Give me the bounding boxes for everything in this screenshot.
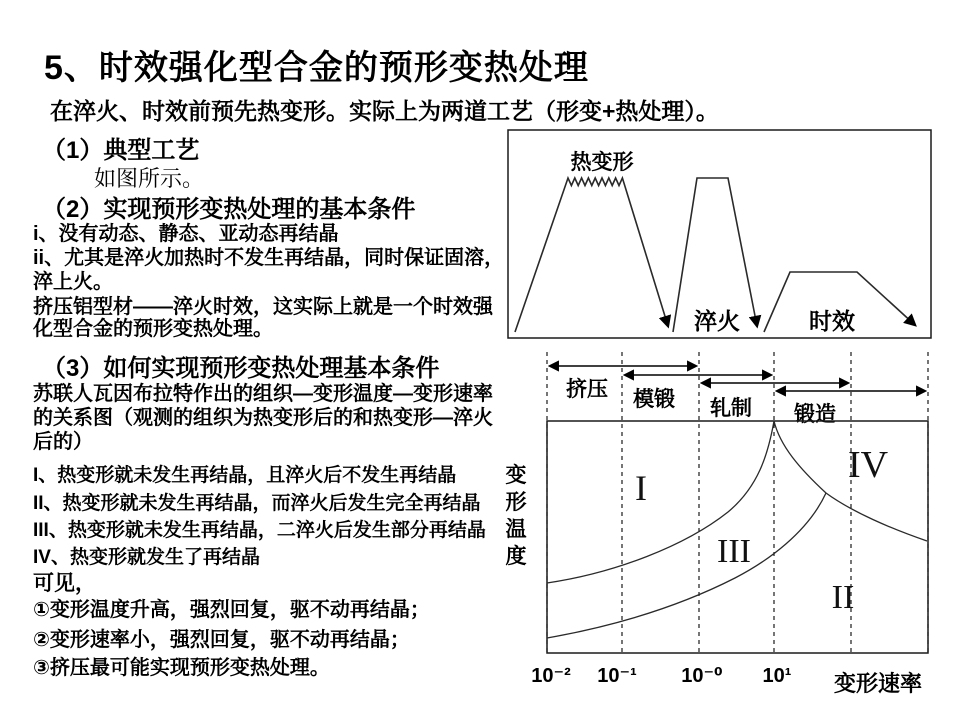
lower-boundary-curve [547, 493, 826, 638]
case-item-3: III、热变形就未发生再结晶，二淬火后发生部分再结晶 [33, 520, 486, 541]
region-III-label: III [717, 533, 751, 570]
process-route-diagram [505, 125, 935, 343]
x-tick-3: 10⁻⁰ [681, 665, 723, 687]
conclusion-1: ①变形温度升高，强烈回复，驱不动再结晶； [33, 599, 430, 621]
section-3-heading: （3）如何实现预形变热处理基本条件 [42, 355, 440, 382]
condition-item-i: i、没有动态、静态、亚动态再结晶 [33, 223, 339, 245]
case-item-4: IV、热变形就发生了再结晶 [33, 547, 260, 568]
die-forging-label: 模锻 [633, 388, 675, 411]
quench-label: 淬火 [694, 308, 740, 334]
section-1-heading: （1）典型工艺 [42, 137, 200, 164]
case-item-2: II、热变形就未发生再结晶，而淬火后发生完全再结晶 [33, 493, 481, 514]
condition-item-ii: ii、尤其是淬火加热时不发生再结晶，同时保证固溶，淬上火。 [33, 247, 505, 293]
section-1-note: 如图所示。 [94, 166, 205, 191]
deformation-map-diagram [500, 350, 945, 695]
slide-title: 5、时效强化型合金的预形变热处理 [44, 49, 589, 87]
region-I-label: I [635, 468, 647, 508]
extrusion-label: 挤压 [566, 378, 608, 401]
extrusion-paragraph: 挤压铝型材——淬火时效，这实际上就是一个时效强化型合金的预形变热处理。 [33, 296, 493, 340]
hot-deformation-curve [515, 178, 668, 332]
section-2-heading: （2）实现预形变热处理的基本条件 [42, 196, 416, 223]
kejian-label: 可见， [33, 572, 96, 595]
vainblat-paragraph: 苏联人瓦因布拉特作出的组织—变形温度—变形速率的关系图（观测的组织为热变形后的和热变形—淬火后的） [33, 383, 493, 453]
aging-label: 时效 [809, 308, 855, 334]
intro-line: 在淬火、时效前预先热变形。实际上为两道工艺（形变+热处理）。 [50, 98, 719, 124]
region-IV-label: IV [847, 444, 889, 486]
conclusion-3: ③挤压最可能实现预形变热处理。 [33, 657, 330, 679]
conclusion-2: ②变形速率小，强烈回复，驱不动再结晶； [33, 629, 410, 651]
x-axis-label: 变形速率 [833, 671, 923, 696]
case-item-1: I、热变形就未发生再结晶，且淬火后不发生再结晶 [33, 465, 457, 486]
hot-deformation-label: 热变形 [570, 151, 634, 174]
x-tick-1: 10⁻² [531, 665, 571, 687]
region-II-label: II [831, 579, 855, 616]
y-axis-label: 变形温度 [505, 464, 527, 568]
forging-label: 锻造 [794, 403, 836, 426]
x-tick-2: 10⁻¹ [597, 665, 637, 687]
x-tick-4: 10¹ [762, 665, 792, 687]
rolling-label: 轧制 [710, 397, 752, 420]
